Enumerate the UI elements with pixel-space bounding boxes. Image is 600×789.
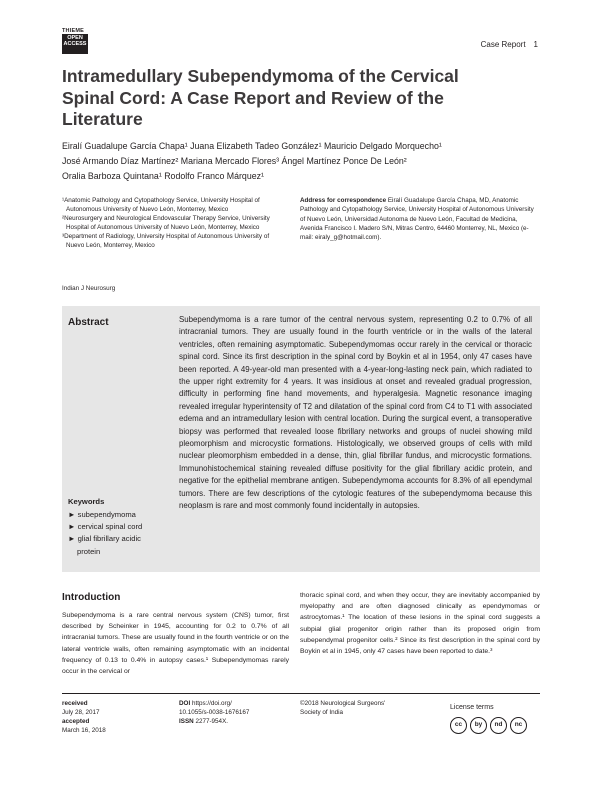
affiliation: ²Neurosurgery and Neurological Endovascular Therapy Service, University Hospital of Autonomous University of Nuevo León, Monterrey, Mexico [62,215,270,231]
keyword-item[interactable]: ► subependymoma [68,510,136,519]
creative-commons-icon[interactable]: cc [450,717,467,734]
copyright-line: ©2018 Neurological Surgeons' [300,700,386,707]
abstract-text: Subependymoma is a rare tumor of the central nervous system, representing 0.2 to 0.7% of all intracranial tumors. They are usually found in the fourth ventricle or in the walls of the lateral ventricles, often remaining asymptomatic. Subependymomas occur rarely in the cervical or thoracic spinal cord. Since its first description in the spinal cord by Boykin et al in 1954, only 47 cases have been reported. A 49-year-old man presented with a 4-year-long-lasting neck pain, which radiated to the upper right extremity for 4 years. It was insidious at onset and revealed gradual progression, difficulty in performing fine hand movements, and hyperalgesia. Magnetic resonance imaging revealed irregular hyperintensity of T2 and dilatation of the spinal cord from C4 to T1 with associated edema and an intramedullary lesion with central location. During the surgical event, a transoperative biopsy was performed that revealed loose fibrillary networks and groups of nuclei showing mild pleomorphism and microcystic formations. Histologically, we observed groups of cells with mild nuclear pleomorphism embedded in a dense, thin, glial fibrillar fundus, and microcystic formations. Immunohistochemical staining revealed diffuse positivity for the glial fibrillary acidic protein, and negative for the epithelial membrane antigen. Subependymoma accounts for 8.3% of all ependymal tumors. There are few descriptions of the cytologic features of the subependymoma because this neoplasm is rare and most commonly found incidentally in autopsies. [179,315,532,511]
copyright-line: Society of India [300,709,344,716]
attribution-icon[interactable]: by [470,717,487,734]
author-line: José Armando Díaz Martínez² Mariana Mercado Flores³ Ángel Martínez Ponce De León² [62,156,407,166]
page-number: 1 [533,40,538,49]
publisher-name: THIEME [62,28,84,34]
received-date: July 28, 2017 [62,709,100,716]
introduction-column-2: thoracic spinal cord, and when they occur, they are inevitably accompanied by myelopathy and are often diagnosed clinically as ependymomas or astrocytomas.¹ The location of these lesions in the spinal cord suggests a subpial glial progenitor origin rather than its proposed origin from subependymal progenitor cells.² Since its first description in the spinal cord by Boykin et al in 1945, only 47 cases have been reported to date.³ [300,592,540,656]
correspondence [300,196,540,242]
arrow-icon: ► [68,510,78,519]
accepted-label: accepted [62,718,90,725]
no-derivatives-icon[interactable]: nd [490,717,507,734]
author-line: Eiralí Guadalupe García Chapa¹ Juana Elizabeth Tadeo González¹ Mauricio Delgado Morquecho¹ [62,141,442,151]
issn-value: 2277-954X. [195,718,229,725]
arrow-icon: ► [68,534,78,544]
license-label: License terms [450,704,494,711]
issn-label: ISSN [179,718,194,725]
accepted-date: March 16, 2018 [62,727,106,734]
non-commercial-icon[interactable]: nc [510,717,527,734]
open-access-logo [62,34,88,54]
correspondence-text: Eiralí Guadalupe García Chapa, MD, Anatomic Pathology and Cytopathology Service, University Hospital of Autonomous University of Nuevo León, Universidad Autonoma de Nuevo León, Facultad de Medicina, Avenida Francisco I. Madero S/N, Mitras Centro, 64460 Monterrey, NL, Mexico (e-mail: eiraly_g@hotmail.com). [300,197,534,242]
keyword-list [68,509,158,558]
footer-divider [62,693,540,694]
keywords-heading: Keywords [68,497,105,506]
introduction-column-1: Subependymoma is a rare central nervous system (CNS) tumor, first described by Scheinker in 1945, accounting for 0.2 to 0.7% of all intracranial tumors. These are usually found in the fourth ventricle or on the lateral ventricle walls, often remaining asymptomatic with an incidental frequency of 0.13 to 0.4% in autopsy cases.¹ Subependymomas rarely occur in the cervical or [62,612,289,676]
received-label: received [62,700,88,707]
correspondence-label: Address for correspondence [300,197,387,204]
doi-label: DOI [179,700,191,707]
logo-line1: OPEN [67,35,83,41]
running-header [481,40,538,49]
author-list [62,139,542,184]
doi-number[interactable]: 10.1055/s-0038-1676167 [179,709,250,716]
article-identifiers [179,699,249,726]
running-title: Case Report [480,40,526,49]
logo-line2: ACCESS [63,41,87,47]
affiliation: ³Department of Radiology, University Hospital of Autonomous University of Nuevo León, Monterrey, Mexico [62,233,270,249]
affiliations [62,196,282,250]
keyword-item[interactable]: ► glial fibrillary acidic protein [68,534,141,556]
article-title: Intramedullary Subependymoma of the Cervical Spinal Cord: A Case Report and Review of the Literature [62,66,459,129]
author-line: Oralia Barboza Quintana¹ Rodolfo Franco Márquez¹ [62,171,264,181]
introduction-heading: Introduction [62,592,121,603]
journal-name: Indian J Neurosurg [62,285,116,292]
article-dates [62,699,106,735]
affiliation: ¹Anatomic Pathology and Cytopathology Service, University Hospital of Autonomous University of Nuevo León, Monterrey, Mexico [62,197,260,213]
abstract-heading: Abstract [68,317,109,328]
keyword-item[interactable]: ► cervical spinal cord [68,522,143,532]
copyright [300,699,385,717]
arrow-icon: ► [68,522,78,532]
doi-link[interactable]: https://doi.org/ [191,700,232,707]
